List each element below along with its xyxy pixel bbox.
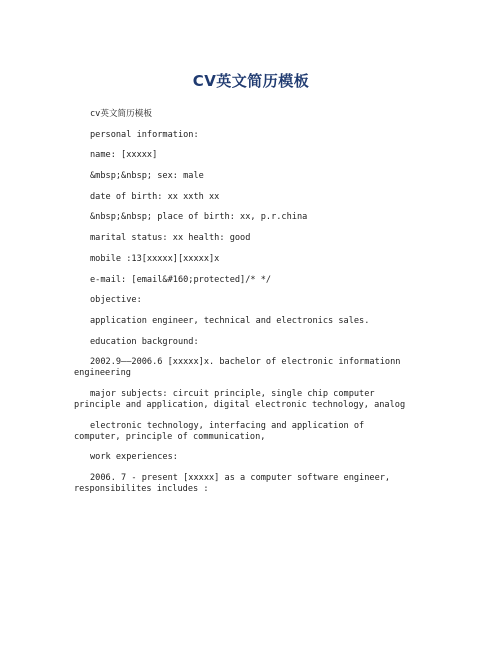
paragraph-name: name: [xxxxx]: [90, 150, 158, 161]
paragraph-email: e-mail: [email&#160;protected]/* */: [90, 274, 272, 285]
paragraph-sex: &mbsp;&nbsp; sex: male: [90, 171, 204, 182]
paragraph-mobile: mobile :13[xxxxx][xxxxx]x: [90, 253, 220, 264]
paragraph-date-of-birth: date of birth: xx xxth xx: [90, 191, 220, 202]
paragraph-major-subjects: major subjects: circuit principle, single chip computer principle and application, digital electronic technology, analog: [74, 388, 406, 410]
document-title: CV英文简历模板: [192, 72, 310, 90]
paragraph-place-of-birth: &nbsp;&nbsp; place of birth: xx, p.r.china: [90, 212, 308, 223]
paragraph-more-subjects: electronic technology, interfacing and application of computer, principle of communication,: [74, 420, 365, 442]
document-body: [74, 109, 412, 505]
paragraph-cv-template: cv英文简历模板: [90, 109, 152, 119]
paragraph-work-entry: 2006. 7 - present [xxxxx] as a computer software engineer, responsibilites includes :: [74, 473, 391, 494]
paragraph-personal-information: personal information:: [90, 129, 199, 140]
paragraph-objective-heading: objective:: [90, 295, 142, 306]
paragraph-education-heading: education background:: [90, 336, 199, 347]
paragraph-marital-status: marital status: xx health: good: [90, 233, 251, 244]
paragraph-objective-text: application engineer, technical and electronics sales.: [90, 315, 370, 326]
paragraph-education-entry: 2002.9——2006.6 [xxxxx]x. bachelor of electronic informationn engineering: [74, 357, 401, 379]
paragraph-work-heading: work experiences:: [90, 452, 178, 463]
